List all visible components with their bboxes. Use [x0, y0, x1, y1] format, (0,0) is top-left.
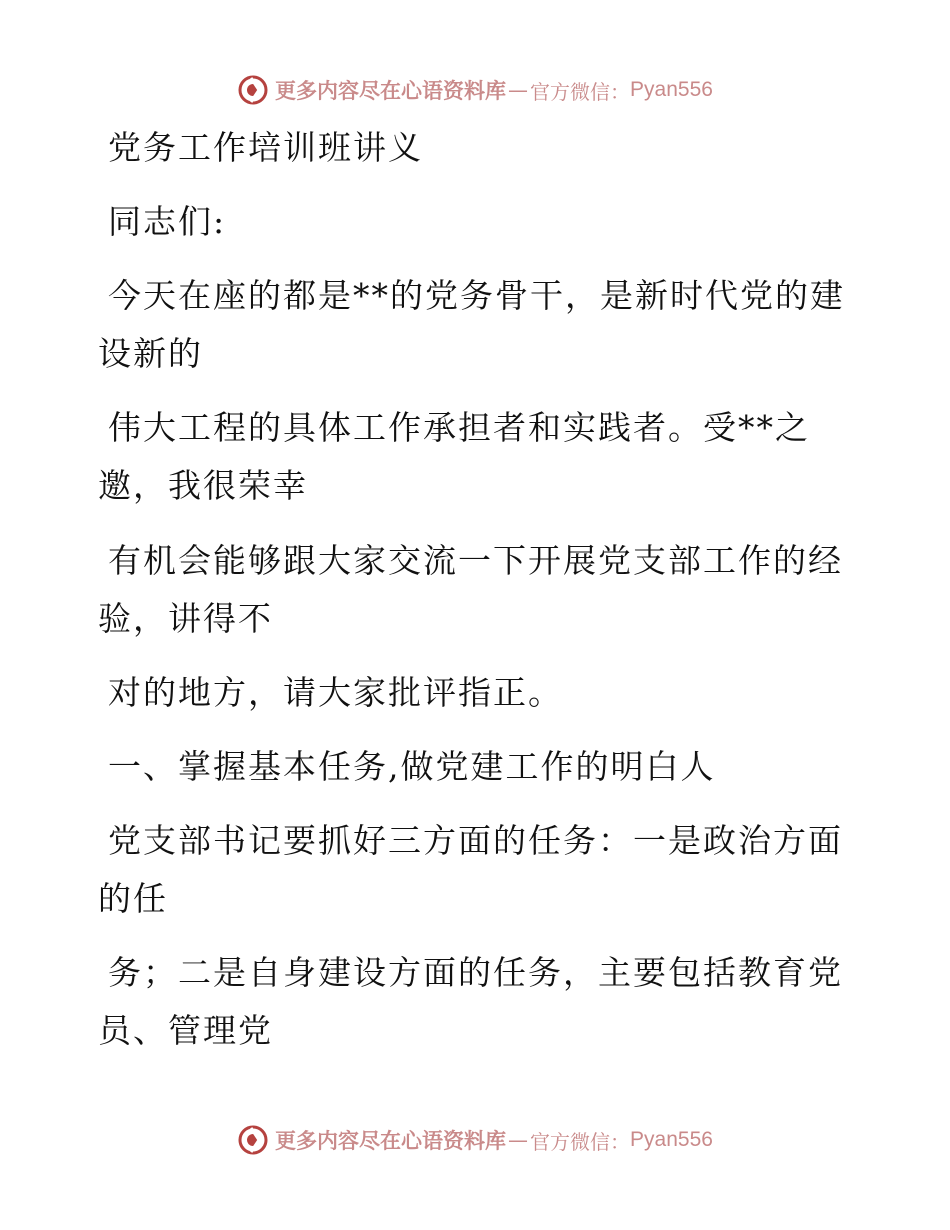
banner-promo-text: 更多内容尽在心语资料库	[275, 1128, 507, 1153]
greeting: 同志们:	[108, 202, 227, 241]
banner-separator: —	[508, 78, 529, 102]
banner-wechat-label: 官方微信：	[530, 1129, 631, 1154]
paragraph-line: 对的地方，请大家批评指正。	[108, 673, 563, 712]
paragraph-line: 务；二是自身建设方面的任务，主要包括教育党	[108, 953, 843, 992]
paragraph-line: 伟大工程的具体工作承担者和实践者。受**之	[108, 408, 810, 447]
banner-separator: —	[508, 1128, 529, 1152]
banner-account: Pyan556	[630, 78, 713, 101]
brand-logo-icon	[237, 74, 269, 106]
section-heading: 一、掌握基本任务,做党建工作的明白人	[108, 747, 716, 786]
banner-promo-text: 更多内容尽在心语资料库	[275, 78, 507, 103]
paragraph-line: 今天在座的都是**的党务骨干，是新时代党的建	[108, 276, 845, 315]
paragraph-line: 邀，我很荣幸	[98, 466, 308, 505]
banner-wechat-label: 官方微信：	[530, 79, 631, 104]
paragraph-line: 的任	[98, 879, 168, 918]
paragraph-line: 员、管理党	[98, 1011, 273, 1050]
brand-logo-icon	[237, 1124, 269, 1156]
header-banner	[0, 70, 950, 110]
paragraph-line: 党支部书记要抓好三方面的任务：一是政治方面	[108, 821, 843, 860]
banner-account: Pyan556	[630, 1128, 713, 1151]
paragraph-line: 验，讲得不	[98, 599, 273, 638]
document-title: 党务工作培训班讲义	[108, 128, 423, 167]
footer-banner	[0, 1120, 950, 1160]
paragraph-line: 有机会能够跟大家交流一下开展党支部工作的经	[108, 541, 843, 580]
paragraph-line: 设新的	[98, 334, 203, 373]
